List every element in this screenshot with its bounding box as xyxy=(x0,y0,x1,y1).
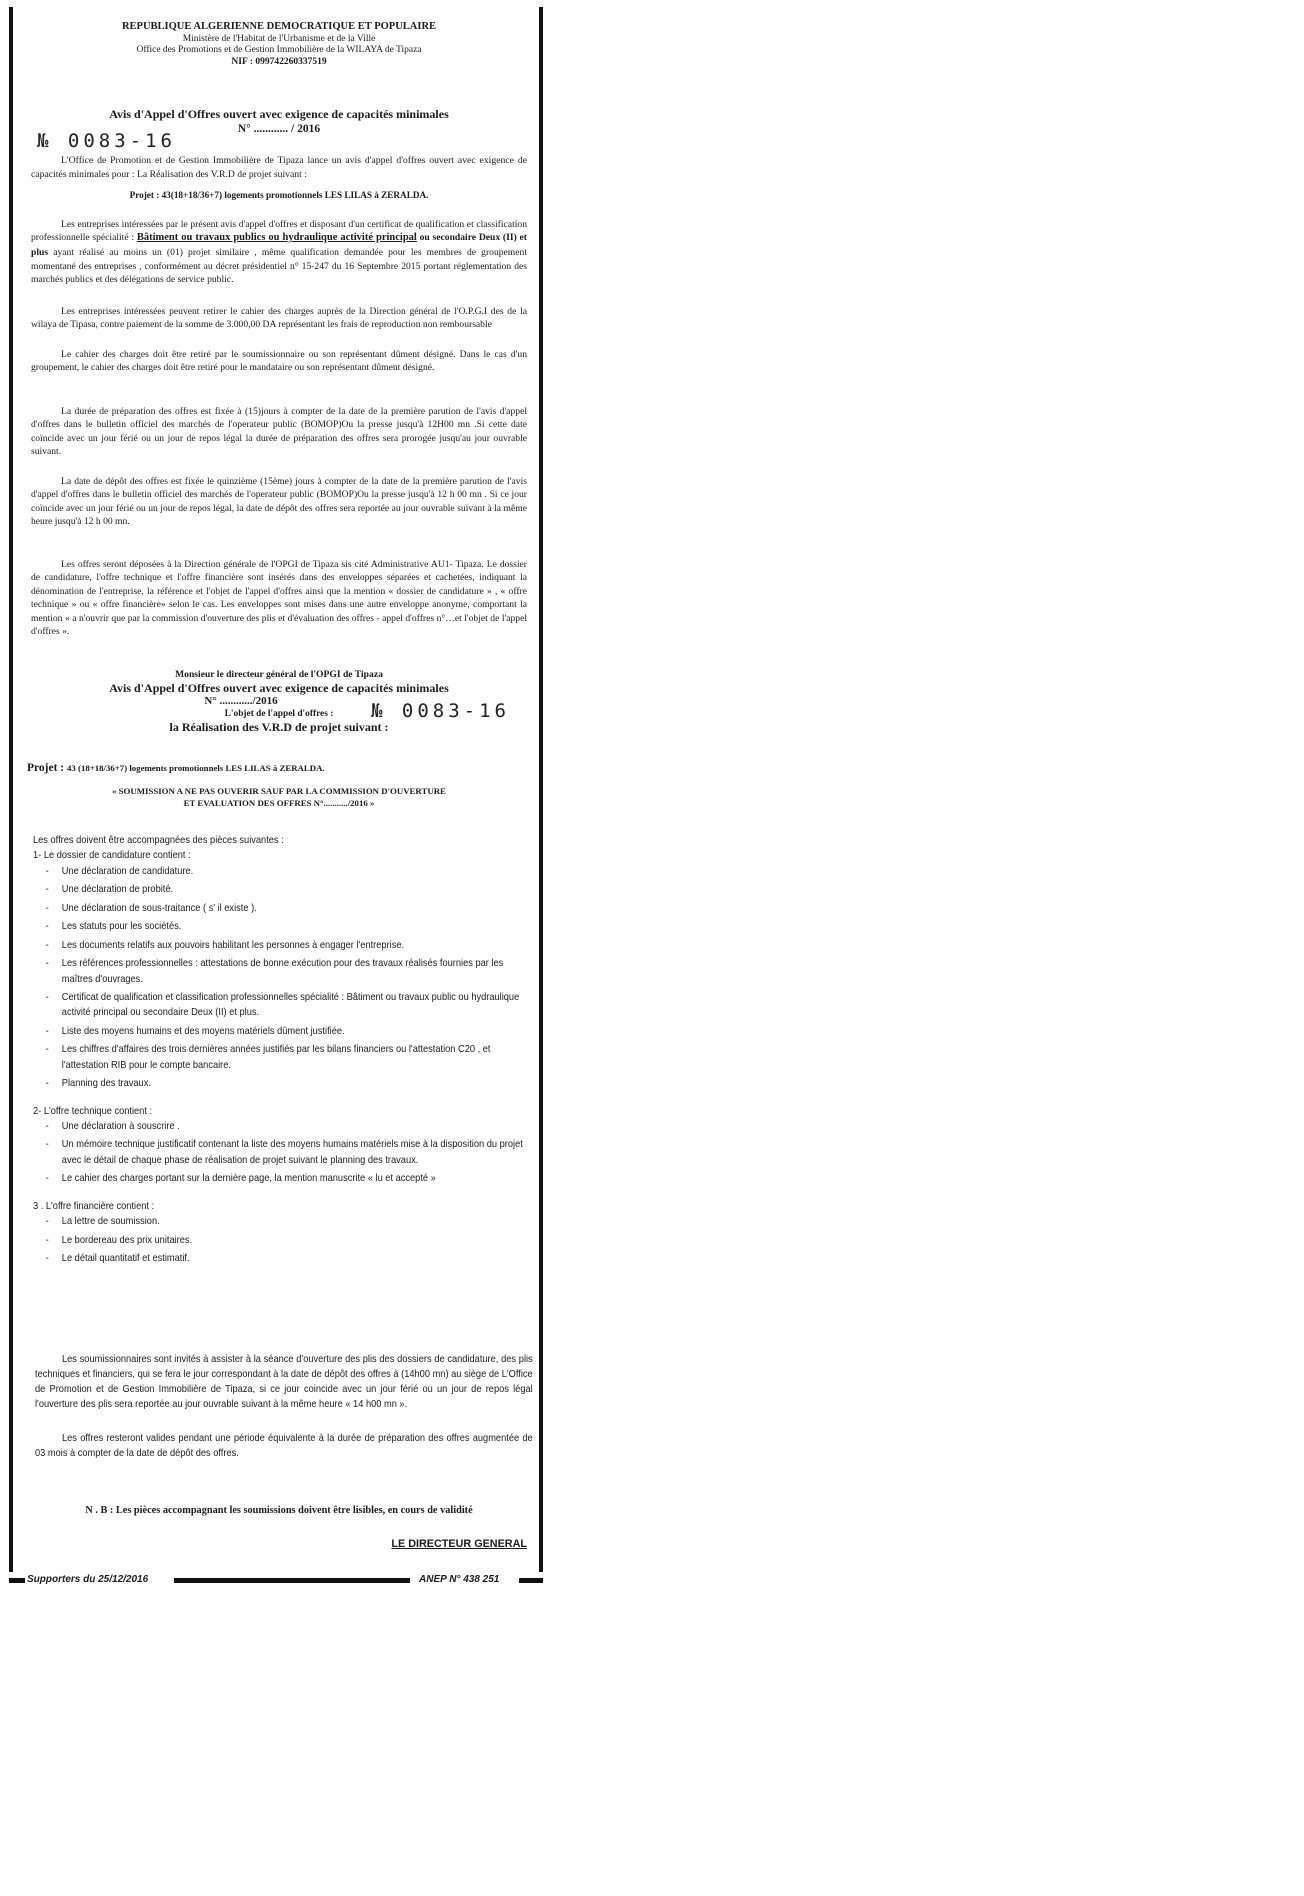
list-item: - Les chiffres d'affaires des trois dernières années justifiés par les bilans financiers ou l'attestation C20 , et l'attestation RIB pour le compte bancaire. xyxy=(33,1042,533,1073)
eligibility-text-d: ayant réalisé au moins un (01) projet similaire , même qualification demandée pour les membres de groupement momentané des entreprises , conformément au décret présidentiel n° 15-247 du 16 Septembre 2015 portant réglementation des marchés publics et des délégations de service public. xyxy=(31,247,527,285)
envelope-object: la Réalisation des V.R.D de projet suivant : xyxy=(169,720,389,735)
paragraph-validity: Les offres resteront valides pendant une période équivalente à la durée de préparation des offres augmentée de 03 mois à compter de la date de dépôt des offres. xyxy=(35,1433,533,1459)
envelope-mention xyxy=(31,786,527,810)
signature: LE DIRECTEUR GENERAL xyxy=(391,1538,527,1550)
paragraph-withdrawal: Les entreprises intéressées peuvent retirer le cahier des charges auprès de la Direction général de l'O.P.G.I des de la wilaya de Tipasa, contre paiement de la somme de 3.000,00 DA représentant les frais de reproduction non remboursable xyxy=(31,306,527,331)
footer-anep-number: ANEP N° 438 251 xyxy=(419,1574,500,1585)
tender-notice xyxy=(9,7,543,1579)
list-item: - Une déclaration à souscrire . xyxy=(33,1119,533,1134)
envelope-title: Avis d'Appel d'Offres ouvert avec exigence de capacités minimales xyxy=(109,680,449,695)
list-item: - Le détail quantitatif et estimatif. xyxy=(33,1251,533,1266)
list-item: - Une déclaration de candidature. xyxy=(33,864,533,879)
paragraph-withdrawal-person: Le cahier des charges doit être retiré par le soumissionnaire ou son représentant dûment désigné. Dans le cas d'un groupement, le cahier des charges doit être retiré pour le mandataire ou son représentant dûment désigné. xyxy=(31,349,527,374)
list-item: - Un mémoire technique justificatif contenant la liste des moyens humains matériels mise à la disposition du projet avec le détail de chaque phase de réalisation de projet suivant le planning des travaux. xyxy=(33,1137,533,1168)
financial-list xyxy=(33,1214,533,1266)
technical-list xyxy=(33,1119,533,1187)
project-line: Projet : 43(18+18/36+7) logements promotionnels LES LILAS à ZERALDA. xyxy=(129,190,429,200)
eligibility-category: ou secondaire Deux (II) et plus xyxy=(31,232,527,259)
intro-paragraph: L'Office de Promotion et de Gestion Immobilière de Tipaza lance un avis d'appel d'offres ouvert avec exigence de capacités minimales pour : La Réalisation des V.R.D de projet suivant : xyxy=(31,155,527,180)
list-item: - Certificat de qualification et classification professionnelles spécialité : Bâtiment ou travaux public ou hydraulique activité principal ou secondaire Deux (II) et plus. xyxy=(33,990,533,1021)
list-item: - Les documents relatifs aux pouvoirs habilitant les personnes à engager l'entreprise. xyxy=(33,938,533,953)
section-financial-title: 3 . L'offre financière contient : xyxy=(33,1200,155,1212)
list-item: - Planning des travaux. xyxy=(33,1076,533,1091)
footer-rule-left xyxy=(9,1578,25,1583)
section-technical-title: 2- L'offre technique contient : xyxy=(33,1105,153,1117)
republic-heading: REPUBLIQUE ALGERIENNE DEMOCRATIQUE ET POPULAIRE xyxy=(121,21,437,32)
envelope-addressee: Monsieur le directeur général de l'OPGI de Tipaza xyxy=(175,669,383,680)
paragraph-eligibility xyxy=(31,218,527,286)
footer-rule-right xyxy=(519,1578,543,1583)
envelope-project xyxy=(27,760,523,776)
list-item: - Le cahier des charges portant sur la dernière page, la mention manuscrite « lu et accepté » xyxy=(33,1171,533,1186)
list-item: - Liste des moyens humains et des moyens matériels dûment justifiée. xyxy=(33,1024,533,1039)
title-number: N° ............ / 2016 xyxy=(237,123,321,135)
list-item: - Le bordereau des prix unitaires. xyxy=(33,1233,533,1248)
list-item: - Une déclaration de probité. xyxy=(33,882,533,897)
list-item: - Les statuts pour les sociétés. xyxy=(33,919,533,934)
publication-footer xyxy=(9,1572,543,1588)
nif-line: NIF : 099742260337519 xyxy=(231,56,327,67)
ministry-line: Ministère de l'Habitat de l'Urbanisme et de la Ville xyxy=(182,33,376,44)
eligibility-specialty: Bâtiment ou travaux publics ou hydraulique activité principal xyxy=(136,232,417,244)
notice-header xyxy=(31,21,527,69)
eligibility-text-a: Les entreprises intéressées par le présent avis d'appel d'offres et disposant d'un certificat de qualification et classification professionnelle spécialité : xyxy=(31,219,527,244)
paragraph-opening-session: Les soumissionnaires sont invités à assister à la séance d'ouverture des plis des dossiers de candidature, des plis techniques et financiers, qui se fera le jour correspondant à la date de dépôt des offres à (14h00 mn) au siège de L'Office de Promotion et de Gestion Immobilière de Tipaza, si ce jour coincide avec un jour férié ou un jour de repos légal l'ouverture des plis sera reportée au jour ouvrable suivant à la même heure « 14 h00 mn ». xyxy=(35,1354,533,1410)
nota-bene: N . B : Les pièces accompagnant les soumissions doivent être lisibles, en cours de validité xyxy=(85,1505,473,1516)
envelope-project-label: Projet : xyxy=(27,762,65,774)
envelope-object-label: L'objet de l'appel d'offres : xyxy=(224,708,334,719)
paragraph-deposit-date: La date de dépôt des offres est fixée le quinzième (15ème) jours à compter de la date de la première parution de l'avis d'appel d'offres dans le bulletin officiel des marchés de l'operateur public (BOMOP)Ou la presse jusqu'à 12 h 00 mn . Si ce jour coïncide avec un jour férié ou un jour de repos légal, la date de dépôt des offres sera reportée au jour ouvrable suivant à la même heure jusqu'à 12 h 00 mn. xyxy=(31,476,527,528)
candidature-list xyxy=(33,864,533,1092)
section-candidature-title: 1- Le dossier de candidature contient : xyxy=(33,850,191,862)
office-line: Office des Promotions et de Gestion Immobilière de la WILAYA de Tipaza xyxy=(136,45,422,56)
paragraph-preparation: La durée de préparation des offres est fixée à (15)jours à compter de la date de la première parution de l'avis d'appel d'offres dans le bulletin officiel des marchés de l'operateur public (BOMOP)Ou la presse jusqu'à 12H00 mn .Si cette date coïncide avec un jour férié ou un jour de repos légal la durée de préparation des offres sera prorogée jusqu'au jour ouvrable suivant. xyxy=(31,406,527,458)
title-line: Avis d'Appel d'Offres ouvert avec exigence de capacités minimales xyxy=(109,107,449,121)
envelope-stamp: № 0083-16 xyxy=(371,700,510,722)
envelope-mention-line-1: « SOUMISSION A NE PAS OUVERIR SAUF PAR LA COMMISSION D'OUVERTURE xyxy=(112,786,446,796)
list-item: - Les références professionnelles : attestations de bonne exécution pour des travaux réalisés fournies par les maîtres d'ouvrages. xyxy=(33,956,533,987)
documents-intro: Les offres doivent être accompagnées des pièces suivantes : xyxy=(33,835,284,846)
required-documents xyxy=(33,833,533,1270)
list-item: - Une déclaration de sous-traitance ( s' il existe ). xyxy=(33,901,533,916)
envelope-mention-line-2: ET EVALUATION DES OFFRES N°.........../2016 » xyxy=(183,797,375,808)
footer-publication: Supporters du 25/12/2016 xyxy=(27,1574,149,1585)
registration-stamp: № 0083-16 xyxy=(37,130,176,152)
envelope-number: N° ............/2016 xyxy=(204,695,278,708)
footer-rule-middle xyxy=(174,1578,410,1583)
envelope-project-name: 43 (18+18/36+7) logements promotionnels LES LILAS à ZERALDA. xyxy=(67,763,325,773)
list-item: - La lettre de soumission. xyxy=(33,1214,533,1229)
paragraph-deposit-place: Les offres seront déposées à la Direction générale de l'OPGI de Tipaza sis cité Administrative AU1- Tipaza. Le dossier de candidature, l'offre technique et l'offre financière sont insérés dans des enveloppes séparées et cachetées, indiquant la dénomination de l'entreprise, la référence et l'objet de l'appel d'offres ainsi que la mention « dossier de candidature » , « offre technique » ou « offre financière» selon le cas. Les enveloppes sont mises dans une autre enveloppe anonyme, comportant la mention « a n'ouvrir que par la commission d'ouverture des plis et d'évaluation des offres - appel d'offres n°…et l'objet de l'appel d'offres ». xyxy=(31,559,527,638)
